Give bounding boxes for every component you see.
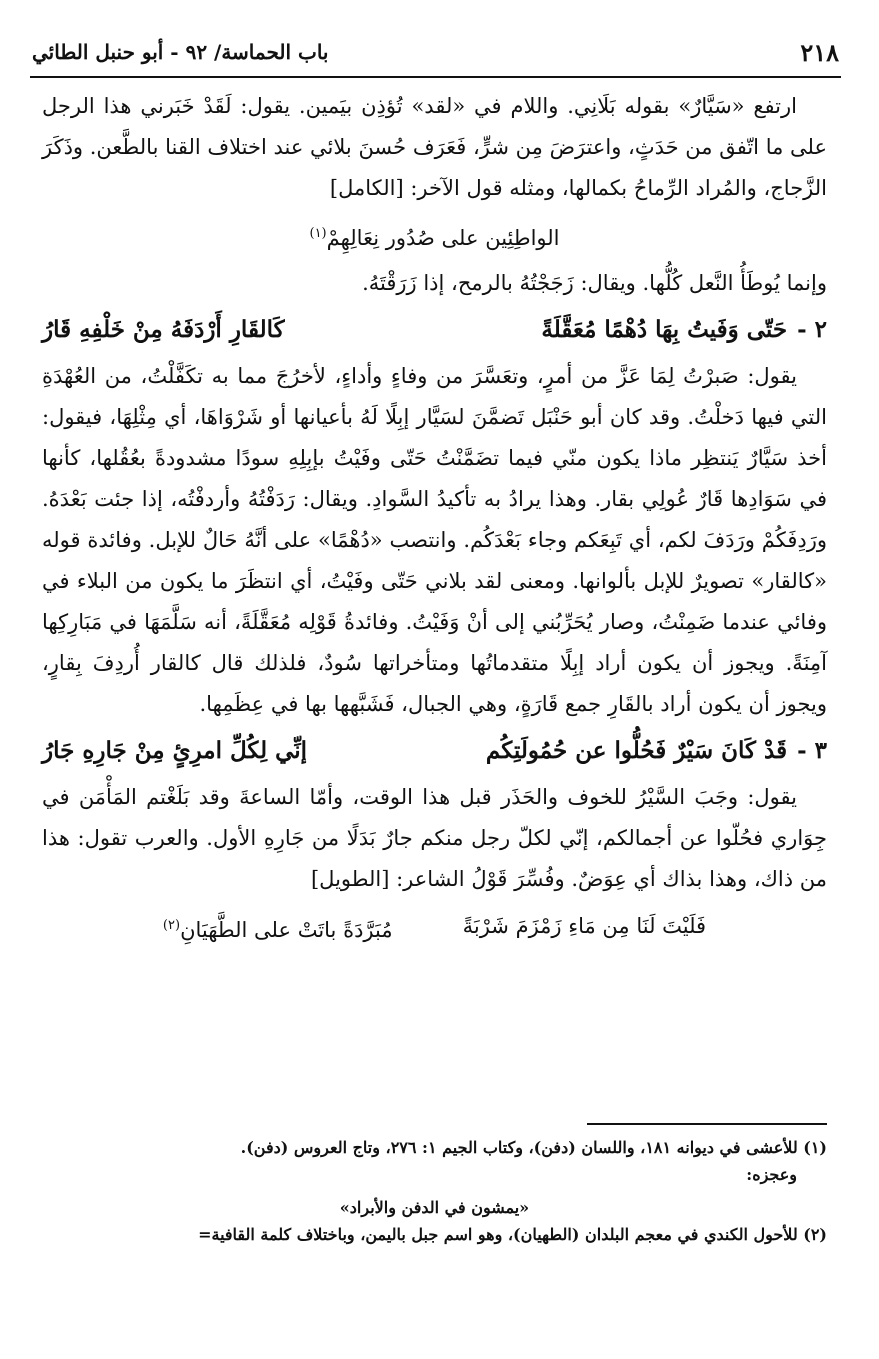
verse-3-second-half: إنِّي لِكُلِّ امرِئٍ مِنْ جَارِهِ جَارُ [42, 737, 308, 764]
paragraph-4: يقول: وجَبَ السَّيْرُ للخوف والحَذَر قبل هذا الوقت، وأمّا الساعةَ وقد بَلَغْتم المَأْمَن في جِوَاري فحُلّوا عن أجمالكم، إنّي لكلّ رجل منكم جارٌ بَدَلًا من جَارِهِ الأول. والعرب تقول: هذا من ذاك، وهذا بذاك أي عِوَضٌ. وفُسِّرَ قَوْلُ الشاعر: [الطويل] [42, 785, 827, 891]
quoted-hemistich [42, 209, 827, 263]
verse-number: ٣ - [797, 737, 827, 764]
verse-3 [42, 725, 827, 777]
verse-2-first-half [541, 304, 827, 356]
verse-4-second-text: مُبَرَّدَةً باتَتْ على الطَّهَيَانِ [180, 918, 393, 942]
chapter-title: باب الحماسة/ ٩٢ - أبو حنبل الطائي [32, 40, 329, 64]
verse-4-second-half [163, 900, 393, 956]
footnote-2: (٢) للأحول الكندي في معجم البلدان (الطهيان)، وهو اسم جبل باليمن، وباختلاف كلمة القافية= [198, 1225, 827, 1244]
verse-4-first-half: فَلَيْتَ لَنَا مِن مَاءِ زَمْزَمَ شَرْبَةً [462, 914, 707, 938]
paragraph-2: وإنما يُوطَأُ النَّعل كُلُّها. ويقال: زَجَجْتُهُ بالرمح، إذا زَرَقْتَهُ. [362, 271, 827, 295]
hemistich-text: الواطِئِين على صُدُور نِعَالِهِمْ [326, 226, 560, 250]
page-number: ٢١٨ [800, 38, 839, 67]
verse-2-second-half: كَالقَارِ أَرْدَفَهُ مِنْ خَلْفِهِ قَارُ [42, 316, 285, 343]
running-head [30, 32, 841, 78]
verse-number: ٢ - [797, 316, 827, 343]
verse-3-first-half [486, 725, 827, 777]
footnote-1-continuation: وعجزه: [746, 1165, 797, 1184]
footnote-ref-2: (٢) [162, 918, 181, 933]
main-text [42, 86, 827, 956]
verse-4 [42, 900, 827, 956]
footnote-1: (١) للأعشى في ديوانه ١٨١، واللسان (دفن)، وكتاب الجيم ١: ٢٧٦، وتاج العروس (دفن). [240, 1138, 827, 1157]
paragraph-1: ارتفع «سَيَّارٌ» بقوله بَلَانِي. واللام في «لقد» تُؤذِن بيَمين. يقول: لَقَدْ خَبَرني هذا الرجل على ما اتّفق من حَدَثٍ، واعترَضَ مِن شرٍّ، فَعَرَف حُسنَ بلائي عند اختلاف القنا بالطَّعن. وذَكَرَ الزَّجاج، والمُراد الرِّماحُ بكمالها، ومثله قول الآخر: [الكامل] [42, 94, 827, 200]
footnote-divider [587, 1123, 827, 1125]
verse-2 [42, 304, 827, 356]
footnotes [42, 1134, 827, 1248]
footnote-1-quote: «يمشون في الدفن والأبراد» [339, 1198, 530, 1217]
verse-2-first-text: حَتّى وَفَيتُ بِهَا دُهْمًا مُعَقَّلَةً [541, 316, 788, 343]
verse-3-first-text: قَدْ كَانَ سَيْرٌ فَحُلُّوا عن حُمُولَتِكُم [485, 737, 788, 764]
footnote-ref-1: (١) [309, 226, 327, 241]
paragraph-3: يقول: صَبرْتُ لِمَا عَزَّ من أمرٍ، وتعَسَّرَ من وفاءٍ وأداءٍ، لأخرُجَ مما به تكَفَّلْتُ، من العُهْدَةِ التي فيها دَخلْتُ. وقد كان أبو حَنْبَل تَضمَّنَ لسَيَّار إبِلًا لَهُ بأعيانها أو شَرْوَاهَا، أي مِثْلِهَا، فيقول: أخذ سَيَّارٌ يَنتظِر ماذا يكون منّي فيما تضَمَّنْتُ حَتّى وفَيْتُ بإبِلِهِ سودًا مشدودةً بعُقُلها، كأنها في سَوَادِها قَارٌ عُولِي بقار. وهذا يرادُ به تأكيدُ السَّوادِ. ويقال: رَدَفْتُهُ وأردفْتُه، إذا جئت بَعْدَهُ. ورَدِفَكُمْ ورَدَفَ لكم، أي تَبِعَكم وجاء بَعْدَكُم. وانتصب «دُهْمًا» على أنَّهُ حَالٌ للإبل. وفائدة قوله «كالقار» تصويرٌ للإبل بألوانها. ومعنى لقد بلاني حَتّى وفَيْتُ، أي انتظَرَ ما يكون من البلاء في وفائي عندما ضَمِنْتُ، وصار يُحَرِّبُني إلى أنْ وَفَيْتُ. وفائدةُ قَوْلِه مُعَقَّلَةً، أنه سَلَّمَهَا في مَبَارِكِها آمِنَةً. ويجوز أن يكون أراد إبِلًا متقدماتُها ومتأخراتها سُودٌ، فلذلك قال كالقار أُردِفَ بِقارٍ، ويجوز أن يكون أراد بالقَارِ جمع قَارَةٍ، وهي الجبال، فَشَبَّهها بها في عِظَمِها. [42, 364, 827, 716]
